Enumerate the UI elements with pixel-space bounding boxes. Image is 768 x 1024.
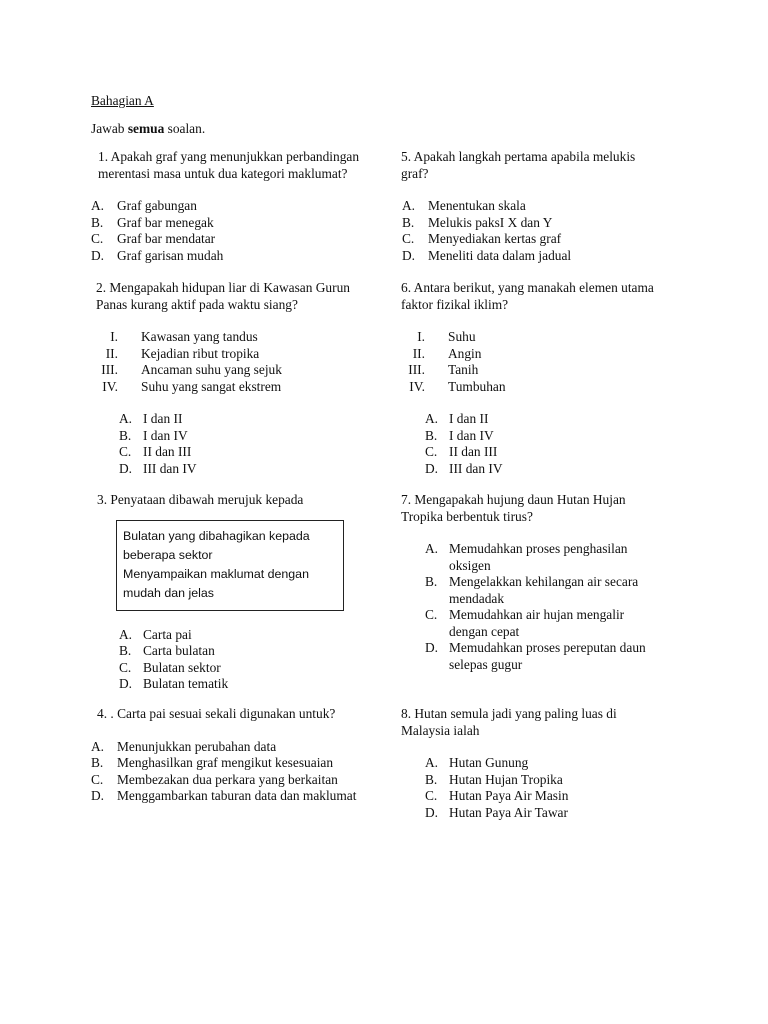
option-letter: A.: [425, 541, 439, 556]
option-text: Graf bar mendatar: [117, 231, 216, 246]
option-letter: D.: [91, 247, 105, 263]
option-letter: A.: [119, 626, 133, 642]
answer-options: [95, 411, 388, 477]
option-text: II dan III: [449, 444, 498, 459]
question-3: [97, 492, 387, 693]
option-letter: B.: [91, 214, 104, 230]
question-text: 2. Mengapakah hidupan liar di Kawasan Gurun Panas kurang aktif pada waktu siang?: [96, 280, 350, 312]
option-text: Memudahkan air hujan mengalir: [449, 607, 625, 622]
answer-options: [91, 739, 382, 805]
statement-number: III.: [408, 362, 425, 377]
statement-iii: [96, 362, 388, 379]
option-b: [402, 215, 691, 232]
option-a: [425, 411, 691, 428]
option-letter: D.: [425, 640, 439, 655]
option-a: [91, 198, 388, 215]
instruction-text: [91, 121, 205, 138]
option-letter: D.: [425, 804, 439, 820]
option-letter: B.: [119, 643, 132, 658]
instruction-suffix: soalan.: [164, 121, 206, 136]
option-a: [425, 755, 691, 772]
option-b: [425, 772, 691, 789]
option-text-continued: selepas gugur: [449, 656, 523, 672]
question-text: 4. . Carta pai sesuai sekali digunakan untuk?: [97, 706, 336, 721]
option-text: Menunjukkan perubahan data: [117, 738, 277, 754]
question-2: [98, 280, 388, 477]
statement-text: Ancaman suhu yang sejuk: [141, 362, 282, 377]
option-text-continued: mendadak: [449, 590, 505, 606]
instruction-emphasis: semua: [127, 121, 165, 136]
question-text: 3. Penyataan dibawah merujuk kepada: [97, 492, 304, 507]
option-text: Menghasilkan graf mengikut kesesuaian: [117, 755, 334, 770]
question-4: [91, 706, 382, 805]
option-text: Bulatan tematik: [143, 676, 229, 691]
answer-options: [401, 411, 691, 477]
option-b: [119, 643, 387, 660]
option-text: Melukis paksI X dan Y: [428, 214, 553, 230]
option-letter: D.: [119, 460, 133, 476]
question-text: 7. Mengapakah hujung daun Hutan Hujan Tropika berbentuk tirus?: [401, 492, 626, 524]
option-text: II dan III: [143, 444, 192, 459]
statement-number: IV.: [102, 378, 118, 394]
question-5: [401, 149, 691, 264]
option-text: Menggambarkan taburan data dan maklumat: [117, 788, 357, 803]
statement-i: [96, 329, 388, 346]
statement-text: Suhu yang sangat ekstrem: [141, 378, 282, 394]
option-text: Mengelakkan kehilangan air secara: [449, 574, 639, 589]
option-d: [91, 788, 382, 805]
statement-iv: [403, 379, 691, 396]
option-letter: A.: [402, 198, 416, 213]
option-letter: B.: [119, 427, 132, 443]
question-text: 5. Apakah langkah pertama apabila melukis graf?: [401, 149, 636, 181]
statement-text: Tumbuhan: [448, 378, 506, 394]
option-text: Hutan Gunung: [449, 755, 529, 770]
option-text: Memudahkan proses pereputan daun: [449, 640, 646, 655]
statement-box: [116, 520, 344, 611]
statement-number: IV.: [409, 378, 425, 394]
question-7: [401, 492, 691, 673]
option-letter: C.: [119, 444, 132, 459]
box-line: beberapa sektor: [123, 547, 213, 562]
option-text: III dan IV: [449, 460, 503, 476]
box-line: Menyampaikan maklumat dengan: [123, 566, 309, 581]
statement-ii: [403, 346, 691, 363]
option-a: [119, 411, 388, 428]
statement-text: Suhu: [448, 329, 476, 344]
option-letter: C.: [425, 444, 438, 459]
option-letter: B.: [91, 755, 104, 770]
option-text: Hutan Hujan Tropika: [449, 771, 563, 787]
instruction-prefix: Jawab: [91, 121, 128, 136]
option-letter: D.: [425, 460, 439, 476]
option-text: I dan IV: [449, 427, 494, 443]
option-text: I dan II: [143, 411, 183, 426]
option-text: I dan II: [449, 411, 489, 426]
answer-options: [401, 541, 691, 673]
answer-options: [91, 198, 388, 264]
option-a: [402, 198, 691, 215]
option-d: [425, 461, 691, 478]
option-letter: D.: [402, 247, 416, 263]
option-text: Menyediakan kertas graf: [428, 231, 562, 246]
option-d: [91, 248, 388, 265]
statement-number: I.: [110, 329, 118, 344]
option-letter: C.: [402, 231, 415, 246]
option-letter: C.: [425, 788, 438, 803]
option-text: Membezakan dua perkara yang berkaitan: [117, 771, 338, 787]
option-b: [425, 574, 691, 607]
option-text: Hutan Paya Air Masin: [449, 788, 569, 803]
statement-iii: [403, 362, 691, 379]
option-letter: C.: [91, 771, 104, 787]
statement-list: [96, 329, 388, 395]
option-text: Hutan Paya Air Tawar: [449, 804, 568, 820]
option-c: [425, 444, 691, 461]
statement-number: I.: [417, 329, 425, 344]
option-letter: B.: [425, 427, 438, 443]
option-text-continued: oksigen: [449, 557, 491, 573]
option-d: [119, 676, 387, 693]
box-line: mudah dan jelas: [123, 585, 214, 600]
option-text: Graf bar menegak: [117, 214, 214, 230]
answer-options: [95, 627, 387, 693]
statement-text: Angin: [448, 345, 482, 361]
option-a: [91, 739, 382, 756]
option-text: Graf gabungan: [117, 198, 197, 213]
question-1: [91, 149, 388, 264]
statement-i: [403, 329, 691, 346]
option-text: Carta pai: [143, 626, 192, 642]
option-text: Memudahkan proses penghasilan: [449, 541, 628, 556]
option-letter: A.: [425, 755, 439, 770]
option-letter: C.: [91, 231, 104, 246]
question-text: 6. Antara berikut, yang manakah elemen utama faktor fizikal iklim?: [401, 280, 654, 312]
option-a: [425, 541, 691, 574]
statement-number: II.: [412, 345, 425, 361]
option-text: Bulatan sektor: [143, 659, 221, 675]
option-letter: A.: [91, 198, 105, 213]
option-letter: C.: [425, 607, 438, 622]
option-d: [119, 461, 388, 478]
option-text: III dan IV: [143, 460, 197, 476]
option-letter: B.: [425, 574, 438, 589]
option-c: [425, 607, 691, 640]
option-d: [425, 805, 691, 822]
option-text: I dan IV: [143, 427, 188, 443]
option-c: [91, 772, 382, 789]
option-letter: C.: [119, 659, 132, 675]
question-8: [401, 706, 691, 821]
option-text: Graf garisan mudah: [117, 247, 224, 263]
statement-list: [403, 329, 691, 395]
option-d: [402, 248, 691, 265]
option-d: [425, 640, 691, 673]
statement-text: Kawasan yang tandus: [141, 329, 258, 344]
answer-options: [402, 198, 691, 264]
statement-number: III.: [101, 362, 118, 377]
option-letter: B.: [425, 771, 438, 787]
statement-ii: [96, 346, 388, 363]
option-text: Meneliti data dalam jadual: [428, 247, 572, 263]
option-c: [425, 788, 691, 805]
statement-text: Kejadian ribut tropika: [141, 345, 260, 361]
option-letter: D.: [119, 676, 133, 691]
option-b: [119, 428, 388, 445]
statement-text: Tanih: [448, 362, 479, 377]
option-letter: A.: [91, 738, 105, 754]
option-text: Carta bulatan: [143, 643, 215, 658]
option-c: [119, 660, 387, 677]
option-c: [402, 231, 691, 248]
option-text: Menentukan skala: [428, 198, 526, 213]
box-line: Bulatan yang dibahagikan kepada: [123, 528, 310, 543]
option-letter: A.: [119, 411, 133, 426]
option-b: [425, 428, 691, 445]
option-letter: D.: [91, 788, 105, 803]
option-a: [119, 627, 387, 644]
option-c: [91, 231, 388, 248]
option-b: [91, 215, 388, 232]
statement-number: II.: [105, 345, 118, 361]
question-6: [401, 280, 691, 477]
option-letter: A.: [425, 411, 439, 426]
section-heading: Bahagian A: [91, 93, 154, 108]
option-text-continued: dengan cepat: [449, 623, 520, 639]
option-b: [91, 755, 382, 772]
question-text: 8. Hutan semula jadi yang paling luas di Malaysia ialah: [401, 706, 617, 738]
question-text: 1. Apakah graf yang menunjukkan perbandingan merentasi masa untuk dua kategori maklumat?: [98, 149, 360, 181]
option-letter: B.: [402, 214, 415, 230]
answer-options: [401, 755, 691, 821]
option-c: [119, 444, 388, 461]
statement-iv: [96, 379, 388, 396]
